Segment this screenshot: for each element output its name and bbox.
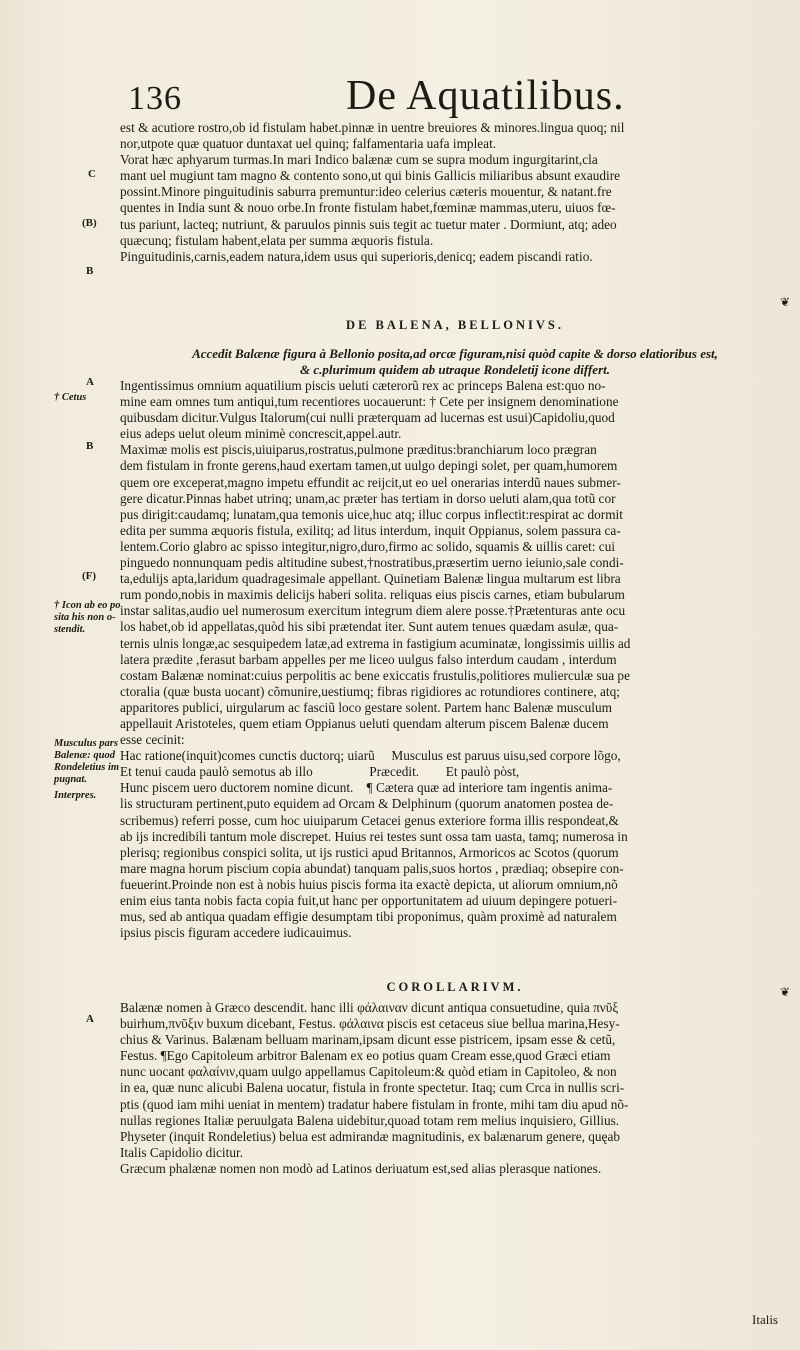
page-number: 136 [128,80,182,117]
text-line: ptis (quod iam mihi ueniat in mentem) tradatur habere fistulam in fronte, mihi tam diu apud nõ- [120,1096,629,1112]
text-line: Hac ratione(inquit)comes cunctis ductorq; uiarũ Musculus est paruus uisu,sed corpore lõgo, [120,748,621,764]
text-line: scribemus) referri posse, cum hoc uiuiparum Cetacei genus exteriore forma illis respondeat,& [120,812,619,828]
text-line: ternis ulnis longæ,ac sesquipedem latæ,ad extrema in fastigium acuminatæ, longissimis uillis ad [120,635,631,651]
text-line: eius adeps uelut oleum minimè concrescit,appel.autr. [120,426,402,442]
text-line: mare magna horum piscium copia abundat) tanquam palis,suos hortos , prædiaq; obsepire con- [120,860,624,876]
catchword: Italis [752,1312,778,1327]
text-line: ctoralia (quæ busta uocant) cõmunire,uestiumq; fibras rigidiores ac rotundiores continere, atq; [120,683,620,699]
caption-line: & c.plurimum quidem ab utraque Rondeletij icone differt. [300,362,610,377]
text-line: in ea, quæ nunc alicubi Balena uocatur, fistula in fronte spectetur. Itaq; cum Crca in nullis scri- [120,1080,625,1096]
text-line: Pinguitudinis,carnis,eadem natura,idem usus qui superioris,denicq; eadem piscandi ratio. [120,248,593,264]
text-line: chius & Varinus. Balænam belluam marinam,ipsam dicunt esse pistricem, ipsam esse & cetũ, [120,1032,616,1048]
figure-caption [120,346,790,378]
text-line: ta,edulijs apta,laridum quadragesimale appellant. Quinetiam Balenæ lingua multarum est libra [120,571,621,587]
text-line: dem fistulam in fronte gerens,haud exertam tamen,ut uulgo depingi solet, per quam,humorem [120,458,618,474]
text-line: Hunc piscem uero ductorem nomine dicunt. ¶ Cætera quæ ad interiore tam ingentis anima- [120,780,613,796]
margin-letter-f-paren: (F) [82,570,97,582]
text-line: quæcunq; fistulam habent,elata per summa æquoris fistula. [120,232,434,248]
text-line: Ingentissimus omnium aquatilium piscis ueluti cæterorũ rex ac princeps Balena est:quo no- [120,378,606,393]
text-line: pinguedo nonnunquam pedis altitudine subest,†nostratibus,præsertim uerno ieiunio,sale condi- [120,555,624,571]
margin-letter-a-2: A [86,1013,94,1025]
text-line: Balænæ nomen à Græco descendit. hanc illi φάλαιναν dicunt antiqua consuetudine, quia πνῦξ [120,1000,619,1015]
text-line: lis structuram pertinent,puto equidem ad Orcam & Delphinum (quorum anatomen postea de- [120,796,614,812]
text-line: mant uel mugiunt tam magno & contento sono,ut qui binis Gallicis miliaribus absunt exaudire [120,168,621,184]
text-block-continuation [120,120,790,265]
text-line: possint.Minore pinguitudinis saburra premuntur:ideo celerius cæteris mouentur, & natant.fre [120,184,612,200]
text-line: Italis Capidolio dicitur. [120,1144,243,1160]
text-line: Physeter (inquit Rondeletius) belua est admirandæ magnitudinis, ex balænarum genere, quęab [120,1128,620,1144]
text-line: fueuerint.Proinde non est à nobis huius piscis forma ita exactè depicta, ut aliorum omnium,nõ [120,876,618,892]
text-line: nullas regiones Italiæ peruulgata Balena uidebitur,quoad totam rem melius inquisiero, Gillius. [120,1112,620,1128]
text-block-corollarium [120,1000,790,1177]
margin-letter-b-2: B [86,440,94,452]
text-line: edita per summa æquoris fistula, exilitq; ad litus interdum, inquit Oppianus, solem passura ca- [120,522,621,538]
text-line: quentes in India sunt & nouo orbe.In fronte fistulam habet,fœminæ mammas,uteru, uiuos fœ- [120,200,616,216]
ornament-mark: ❦ [780,295,791,309]
text-line: appellauit Aristoteles, quem etiam Oppianus ueluti quendam alterum piscem Balenæ ducem [120,715,609,731]
text-line: plerisq; regionibus conspici solita, ut ijs rustici apud Britannos, Armoricos ac Scotos (quorum [120,844,619,860]
text-line: enim eius tanta nobis facta copia fuit,ut hanc per opportunitatem ad uiuum depingere potueri- [120,893,617,908]
running-title: De Aquatilibus. [346,73,625,119]
text-block-bellonius [120,378,790,941]
corollarium-heading: COROLLARIVM. [386,980,524,994]
text-line: buirhum,πνῦξιν buxum dicebant, Festus. φάλαινα piscis est cetaceus siue bellua marina,Hesy- [120,1016,620,1032]
margin-note-cetus: † Cetus [54,392,87,403]
text-line: los habet,ob id appellatas,quòd his sibi prætendat iter. Sunt autem tenues quædam asulæ, qua- [120,619,619,635]
caption-line: Accedit Balænæ figura à Bellonio posita,ad orcæ figuram,nisi quòd capite & dorso elatioribus est, [192,346,718,361]
text-line: quibusdam dicitur.Vulgus Italorum(cui nulli præterquam ad lucernas est usui)Capidoliu,quod [120,410,615,426]
margin-letter-c: C [88,168,96,180]
margin-note-icon: † Icon ab eo po sita his non o- stendit. [54,600,121,635]
margin-letter-b: B [86,265,94,277]
text-line: Græcum phalænæ nomen non modò ad Latinos deriuatum est,sed alias plerasque nationes. [120,1160,602,1176]
text-line: mus, sed ab antiqua quadam effigie desumptam tibi proponimus, quàm proximè ad naturalem [120,909,617,925]
text-line: Maximæ molis est piscis,uiuiparus,rostratus,pulmone præditus:branchiarum loco prægran [120,442,597,458]
text-line: quem ore exceperat,magno impetu effundit ac reijcit,ut eo uel onerarias interdũ naues submer- [120,474,621,490]
text-line: Festus. ¶Ego Capitoleum arbitror Balenam ex eo potius quam Cream esse,quod Græci etiam [120,1048,611,1064]
margin-note-interpres: Interpres. [54,790,97,801]
text-line: costam Balænæ nominat:cuius perpolitis ac bene exiccatis frustulis,politiores mulierculæ sua pe [120,667,630,683]
page-header [128,72,648,122]
text-line: Et tenui cauda paulò semotus ab illo Præcedit. Et paulò pòst, [120,764,520,780]
margin-letter-a: A [86,376,94,388]
text-line: pus dirigit:caudamq; lunatam,qua temonis uice,huc atq; illuc corpus inflectit:respirat ac dormit [120,506,623,522]
text-line: lentem.Corio glabro ac spisso integitur,nigro,duro,firmo ac solido, squamis & uillis caret: cui [120,538,616,554]
text-line: nor,utpote quæ quatuor duntaxat uel quinq; falfamentaria uafa impleat. [120,136,497,152]
text-line: instar salitas,audio uel numerosum exercitum integrum diem alere posse.†Prætenturas ante ocu [120,603,626,619]
text-line: rum pondo,nobis in maximis delicijs haberi solita. reliquas eius piscis carnes, etiam bubularum [120,587,625,603]
text-line: nunc uocant φαλαίνιν,quam uulgo appellamus Capitoleum:& quòd etiam in Capitoleo, & non [120,1064,617,1080]
text-line: gere dicatur.Pinnas habet utrinq; unam,ac præter has tertiam in dorso ueluti alam,qua totũ cor [120,490,616,506]
text-line: tus pariunt, lacteq; nutriunt, & paruulos pinnis suis tegit ac tuetur mater . Dormiunt, atq; adeo [120,216,617,232]
text-line: mine eam omnes tum antiqui,tum recentiores uocauerunt: † Cete per insignem denominatione [120,394,619,410]
section-heading: DE BALENA, BELLONIVS. [346,318,564,332]
text-line: esse cecinit: [120,732,185,748]
ornament-mark: ❦ [780,985,791,999]
text-line: ipsius piscis figuram accedere iudicauimus. [120,925,352,941]
text-line: apparitores publici, uirgularum ac fasciũ loco gestare solent. Partem hanc Balenæ musculum [120,699,612,715]
text-line: ab ijs incredibili tantum mole discrepet. Huius rei testes sunt ossa tam uasta, tamq; numerosa in [120,828,628,844]
margin-note-musculus: Musculus pars Balenæ: quod Rondeletius im pugnat. [54,738,120,785]
text-line: latera prædite ,ferasut barbam appelles per me liceo uulgus falso interdum caudam , interdum [120,651,617,667]
text-line: Vorat hæc aphyarum turmas.In mari Indico balænæ cum se supra modum ingurgitarint,cla [120,152,598,168]
margin-letter-b-paren: (B) [82,217,97,229]
text-line: est & acutiore rostro,ob id fistulam habet.pinnæ in uentre breuiores & minores.lingua quoq; nil [120,120,625,135]
